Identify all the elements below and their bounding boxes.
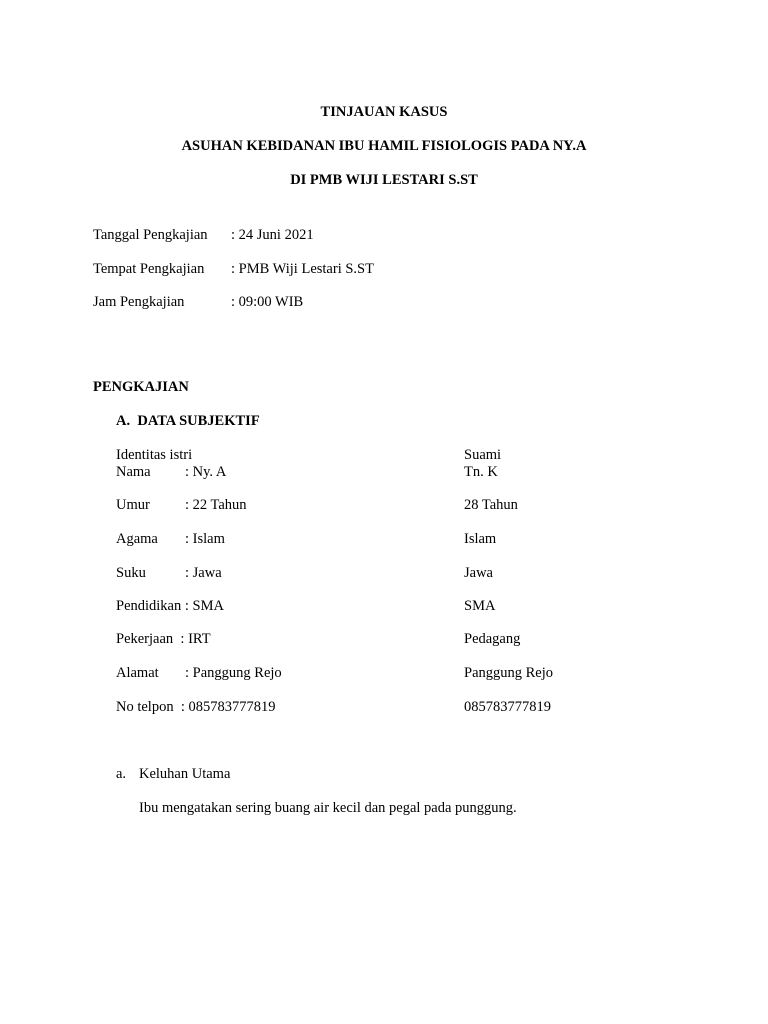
- identity-istri-value: : Islam: [185, 531, 225, 547]
- identity-istri-value: : Ny. A: [185, 464, 227, 480]
- identity-row-telpon: [116, 700, 276, 715]
- identity-col1-header: Identitas istri: [116, 447, 193, 463]
- identity-label: No telpon: [116, 699, 174, 715]
- meta-label-date: Tanggal Pengkajian: [93, 227, 208, 243]
- identity-label: Suku: [116, 565, 146, 581]
- complaint-title: Keluhan Utama: [139, 766, 231, 782]
- doc-subtitle-location: DI PMB WIJI LESTARI S.ST: [290, 172, 478, 188]
- identity-suami-value: Jawa: [464, 565, 493, 581]
- identity-col2-header: Suami: [464, 447, 502, 463]
- identity-istri-value: : Jawa: [185, 565, 222, 581]
- identity-suami-value: SMA: [464, 598, 496, 614]
- identity-label: Umur: [116, 497, 150, 513]
- identity-label: Nama: [116, 464, 151, 480]
- doc-title: TINJAUAN KASUS: [320, 104, 448, 120]
- identity-row-pendidikan: [116, 599, 224, 614]
- identity-suami-value: Panggung Rejo: [464, 665, 554, 681]
- identity-label: Pekerjaan: [116, 631, 174, 647]
- meta-label-place: Tempat Pengkajian: [93, 261, 205, 277]
- doc-subtitle: ASUHAN KEBIDANAN IBU HAMIL FISIOLOGIS PADA NY.A: [181, 138, 587, 154]
- section-title: PENGKAJIAN: [93, 379, 189, 395]
- meta-label-time: Jam Pengkajian: [93, 294, 185, 310]
- identity-suami-value: Tn. K: [464, 464, 498, 480]
- identity-row-pekerjaan: [116, 632, 211, 647]
- identity-label: Pendidikan: [116, 598, 182, 614]
- subsection-title: A. DATA SUBJEKTIF: [116, 413, 260, 429]
- identity-istri-value: : 22 Tahun: [185, 497, 247, 513]
- meta-value-date: : 24 Juni 2021: [231, 227, 314, 243]
- meta-value-time: : 09:00 WIB: [231, 294, 304, 310]
- identity-suami-value: 28 Tahun: [464, 497, 518, 513]
- identity-label: Alamat: [116, 665, 159, 681]
- complaint-text: Ibu mengatakan sering buang air kecil dan pegal pada punggung.: [139, 800, 517, 816]
- meta-value-place: : PMB Wiji Lestari S.ST: [231, 261, 374, 277]
- identity-istri-value: : Panggung Rejo: [185, 665, 282, 681]
- identity-suami-value: 085783777819: [464, 699, 551, 715]
- identity-label: Agama: [116, 531, 158, 547]
- identity-suami-value: Pedagang: [464, 631, 521, 647]
- complaint-marker: a.: [116, 766, 127, 782]
- identity-istri-value: : SMA: [184, 598, 224, 614]
- identity-istri-value: : 085783777819: [180, 699, 276, 715]
- identity-istri-value: : IRT: [180, 631, 211, 647]
- identity-suami-value: Islam: [464, 531, 497, 547]
